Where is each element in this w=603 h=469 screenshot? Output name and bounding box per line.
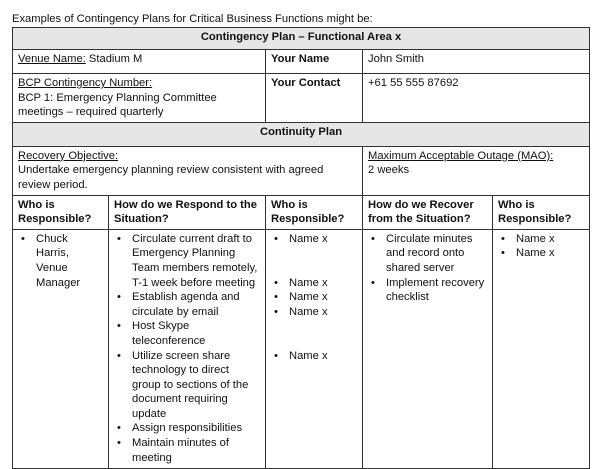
spacer (271, 246, 357, 261)
list-item: • Host Skype teleconference (114, 319, 260, 348)
list-item: • Name x (498, 232, 584, 247)
venue-value: Stadium M (85, 53, 143, 65)
list-item: • Name x (271, 290, 357, 305)
bcp-label: BCP Contingency Number: (18, 77, 153, 89)
intro-text: Examples of Contingency Plans for Critical Business Functions might be: (12, 13, 373, 25)
list-item: • Utilize screen share technology to direct group to sections of the document requiring update (114, 349, 260, 422)
recovery-objective-cell (13, 146, 363, 195)
recovery-objective-label: Recovery Objective: (18, 149, 119, 162)
bcp-cell (13, 74, 266, 123)
list-item: • Establish agenda and circulate by email (114, 290, 260, 319)
spacer (271, 261, 357, 276)
spacer (271, 334, 357, 349)
recovery-objective-value: Undertake emergency planning review consistent with agreed review period. (18, 164, 324, 191)
column-header: Who is Responsible? (266, 195, 363, 229)
list-item: • Assign responsibilities (114, 421, 260, 436)
mao-value: 2 weeks (368, 164, 410, 177)
list-item: • Name x (498, 246, 584, 261)
bcp-value: BCP 1: Emergency Planning Committee meetings – required quarterly (18, 91, 217, 119)
list-item: • Name x (271, 232, 357, 247)
list-item: • Name x (271, 276, 357, 291)
respond-cell (109, 229, 266, 468)
list-item: • Name x (271, 305, 357, 320)
responsible-cell (493, 229, 590, 468)
your-name-value: John Smith (363, 50, 590, 74)
list-item: • Maintain minutes of meeting (114, 436, 260, 465)
mao-cell (363, 146, 590, 195)
column-header: Who is Responsible? (493, 195, 590, 229)
spacer (271, 319, 357, 334)
list-item: • Circulate minutes and record onto shared server (368, 232, 487, 276)
list-item: • Implement recovery checklist (368, 276, 487, 305)
mao-label: Maximum Acceptable Outage (MAO): (368, 149, 554, 162)
venue-cell (13, 50, 266, 74)
contingency-plan-table (12, 27, 590, 469)
venue-label: Venue Name: (18, 53, 86, 65)
your-name-label: Your Name (266, 50, 363, 74)
list-item: • Circulate current draft to Emergency Planning Team members remotely, T-1 week before meeting (114, 232, 260, 290)
recover-cell (363, 229, 493, 468)
responsible-cell (266, 229, 363, 468)
your-contact-value: +61 55 555 87692 (363, 74, 590, 123)
list-item: • Chuck Harris, Venue Manager (18, 232, 103, 290)
responsible-cell (13, 229, 109, 468)
column-header: How do we Recover from the Situation? (363, 195, 493, 229)
column-header: How do we Respond to the Situation? (109, 195, 266, 229)
your-contact-label: Your Contact (266, 74, 363, 123)
list-item: • Name x (271, 349, 357, 364)
column-header: Who is Responsible? (13, 195, 109, 229)
contingency-plan-title: Contingency Plan – Functional Area x (13, 28, 590, 50)
continuity-plan-title: Continuity Plan (13, 122, 590, 146)
